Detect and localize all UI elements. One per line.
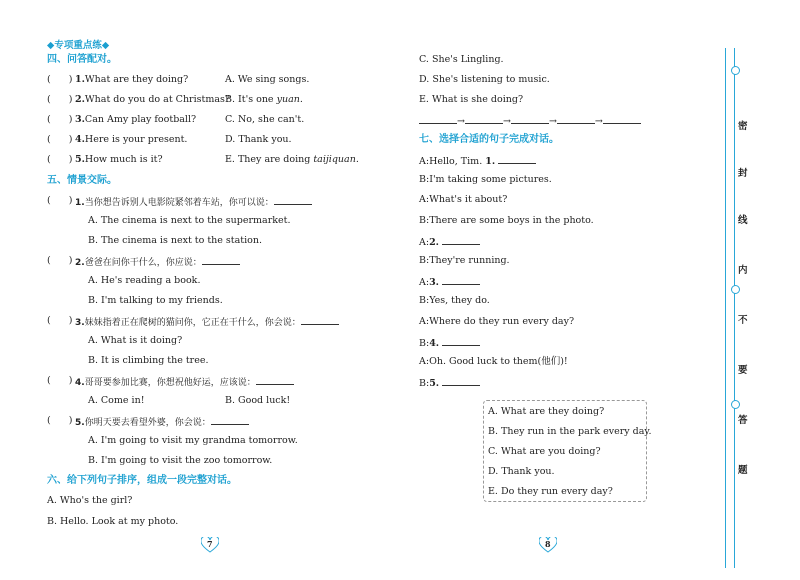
dialog-blank[interactable]: [442, 376, 480, 386]
section-banner: ◆专项重点练◆: [47, 40, 110, 51]
order-blank-1[interactable]: [419, 114, 457, 124]
sentence-c: C. She's Lingling.: [419, 54, 504, 65]
answer-paren[interactable]: ( ): [47, 315, 73, 326]
dialog-blank[interactable]: [442, 235, 480, 245]
answer-blank[interactable]: [256, 375, 294, 385]
dialog-line: B:I'm taking some pictures.: [419, 174, 552, 186]
binding-notice-char: 题: [738, 465, 748, 476]
section-7-title: 七、选择合适的句子完成对话。: [419, 134, 559, 145]
section-6-title: 六、给下列句子排序，组成一段完整对话。: [47, 475, 237, 486]
option-a: A. The cinema is next to the supermarket.: [88, 215, 291, 226]
answer-paren[interactable]: ( ): [47, 375, 73, 386]
dialog-line: A:Where do they run every day?: [419, 315, 575, 327]
option-b: B. It is climbing the tree.: [88, 355, 209, 366]
option-b: B. I'm talking to my friends.: [88, 295, 223, 306]
page-number-left: 7: [207, 539, 213, 549]
dialog-line: A:What's it about?: [419, 194, 508, 206]
answer-blank[interactable]: [301, 315, 339, 325]
answer-option: E. They are doing taijiquan.: [225, 154, 359, 165]
order-blank-2[interactable]: [465, 114, 503, 124]
scenario-question: 3.妹妹指着正在爬树的猫问你，它正在干什么，你会说：: [75, 315, 339, 329]
dialog-line: B:4.: [419, 336, 480, 350]
dialog-blank[interactable]: [442, 336, 480, 346]
dialog-line: B:Yes, they do.: [419, 295, 490, 307]
answer-option: A. We sing songs.: [225, 74, 310, 85]
answer-paren[interactable]: ( ): [47, 154, 73, 165]
binding-line-outer: [725, 48, 726, 568]
binding-notice-char: 密: [738, 121, 748, 132]
choice-option: C. What are you doing?: [488, 446, 601, 457]
question-item: 2.What do you do at Christmas?: [75, 94, 230, 105]
order-blank-5[interactable]: [603, 114, 641, 124]
order-blank-4[interactable]: [557, 114, 595, 124]
order-answer-row: → → → →: [419, 114, 641, 128]
answer-option: B. It's one yuan.: [225, 94, 303, 105]
question-item: 1.What are they doing?: [75, 74, 189, 85]
answer-paren[interactable]: ( ): [47, 114, 73, 125]
option-b: B. Good luck!: [225, 395, 291, 406]
dialog-line: A:2.: [419, 235, 480, 249]
binding-notice-char: 封: [738, 168, 748, 179]
question-item: 5.How much is it?: [75, 154, 163, 165]
choice-option: B. They run in the park every day.: [488, 426, 652, 437]
answer-blank[interactable]: [274, 195, 312, 205]
question-item: 4.Here is your present.: [75, 134, 188, 145]
answer-paren[interactable]: ( ): [47, 134, 73, 145]
option-a: A. I'm going to visit my grandma tomorrow.: [88, 435, 298, 446]
answer-paren[interactable]: ( ): [47, 255, 73, 266]
binding-hole: [731, 66, 740, 75]
choice-option: E. Do they run every day?: [488, 486, 613, 497]
dialog-line: A:Oh. Good luck to them(他们)!: [419, 356, 568, 367]
option-b: B. I'm going to visit the zoo tomorrow.: [88, 455, 273, 466]
binding-notice-char: 不: [738, 315, 748, 326]
scenario-question: 2.爸爸在问你干什么，你应说：: [75, 255, 240, 269]
binding-hole: [731, 285, 740, 294]
option-a: A. What is it doing?: [88, 335, 183, 346]
dialog-line: B:There are some boys in the photo.: [419, 214, 594, 226]
dialog-line: A:Hello, Tim. 1.: [419, 154, 536, 168]
dialog-blank[interactable]: [442, 275, 480, 285]
dialog-line: B:They're running.: [419, 255, 510, 266]
option-a: A. Come in!: [88, 395, 145, 406]
binding-hole: [731, 400, 740, 409]
question-item: 3.Can Amy play football?: [75, 114, 197, 125]
dialog-line: A:3.: [419, 275, 480, 289]
binding-notice-char: 答: [738, 415, 748, 426]
sentence-b: B. Hello. Look at my photo.: [47, 516, 179, 527]
answer-option: D. Thank you.: [225, 134, 292, 145]
scenario-question: 5.你明天要去看望外婆，你会说：: [75, 415, 249, 429]
answer-paren[interactable]: ( ): [47, 195, 73, 206]
order-blank-3[interactable]: [511, 114, 549, 124]
binding-notice-char: 线: [738, 215, 748, 226]
section-5-title: 五、情景交际。: [47, 175, 117, 186]
sentence-a: A. Who's the girl?: [47, 495, 133, 506]
dialog-blank[interactable]: [498, 154, 536, 164]
answer-blank[interactable]: [211, 415, 249, 425]
scenario-question: 1.当你想告诉别人电影院紧邻着车站，你可以说：: [75, 195, 312, 209]
sentence-e: E. What is she doing?: [419, 94, 524, 105]
option-a: A. He's reading a book.: [88, 275, 201, 286]
scenario-question: 4.哥哥要参加比赛，你想祝他好运，应该说：: [75, 375, 294, 389]
sentence-d: D. She's listening to music.: [419, 74, 550, 85]
choice-option: A. What are they doing?: [488, 406, 605, 417]
answer-paren[interactable]: ( ): [47, 74, 73, 85]
answer-paren[interactable]: ( ): [47, 94, 73, 105]
binding-notice-char: 要: [738, 365, 748, 376]
choice-option: D. Thank you.: [488, 466, 555, 477]
page-number-right: 8: [545, 539, 551, 549]
answer-blank[interactable]: [202, 255, 240, 265]
dialog-line: B:5.: [419, 376, 480, 390]
binding-notice-char: 内: [738, 265, 748, 276]
answer-paren[interactable]: ( ): [47, 415, 73, 426]
section-4-title: 四、问答配对。: [47, 54, 117, 65]
binding-line-inner: [734, 48, 735, 568]
answer-option: C. No, she can't.: [225, 114, 305, 125]
option-b: B. The cinema is next to the station.: [88, 235, 262, 246]
